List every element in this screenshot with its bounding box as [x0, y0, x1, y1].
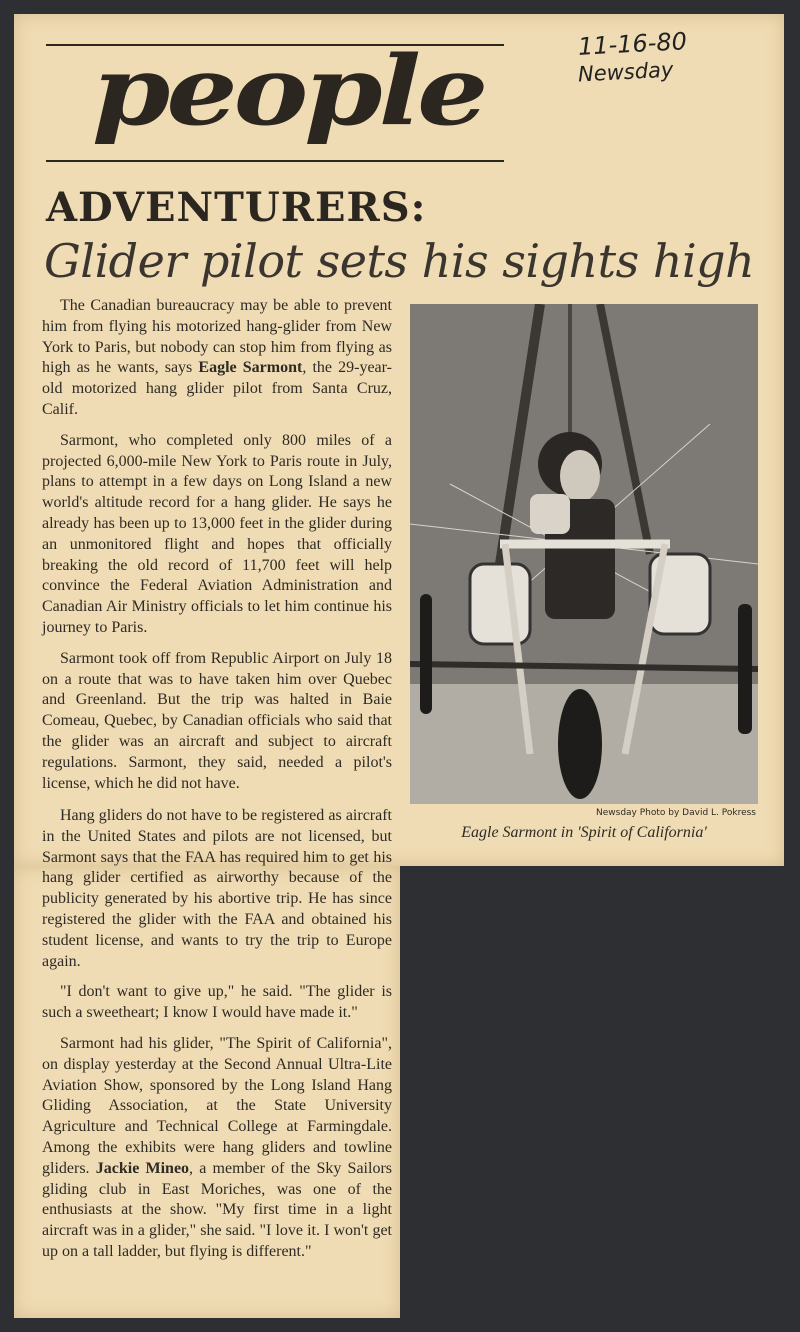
article-kicker: ADVENTURERS:	[46, 184, 427, 231]
article-paragraph: The Canadian bureaucracy may be able to prevent him from flying his motorized hang-glider from New York to Paris, but nobody can stop him from flying as high as he wants, says Eagle Sarmont, the 29-year-old motorized hang glider pilot from Santa Cruz, Calif.	[42, 297, 392, 418]
article-paragraph: Sarmont took off from Republic Airport on July 18 on a route that was to have taken him over Quebec and Greenland. But the trip was halted in Baie Comeau, Quebec, by Canadian officials who said that the glider was an aircraft and subject to aircraft regulations. Sarmont, they said, needed a pilot's license, which he did not have.	[42, 649, 392, 792]
article-column-top	[42, 296, 392, 804]
section-masthead: people	[92, 35, 485, 147]
article-headline: Glider pilot sets his sights high	[44, 234, 755, 288]
photo-caption: Eagle Sarmont in 'Spirit of California'	[461, 824, 707, 841]
handwritten-source: Newsday	[577, 57, 674, 87]
article-paragraph: Sarmont had his glider, "The Spirit of California", on display yesterday at the Second Annual Ultra-Lite Aviation Show, sponsored by the Long Island Hang Gliding Association, at the State University Agriculture and Technical College at Farmingdale. Among the exhibits were hang gliders and towline gliders. Jackie Mineo, a member of the Sky Sailors gliding club in East Moriches, was one of the enthusiasts at the show. "My first time in a light aircraft was in a glider," she said. "I love it. I won't get up on a tall ladder, but flying is different."	[42, 1034, 392, 1260]
article-paragraph: Hang gliders do not have to be registered as aircraft in the United States and pilots are not licensed, but Sarmont says that the FAA has required him to get his hang glider certified as airworthy because of the publicity generated by his abortive trip. He has since registered the glider with the FAA and obtained his student license, and wants to try the trip to Europe again.	[42, 807, 392, 970]
photo-credit: Newsday Photo by David L. Pokress	[596, 808, 756, 818]
article-paragraph: Sarmont, who completed only 800 miles of a projected 6,000-mile New York to Paris route in July, plans to attempt in a few days on Long Island a new world's altitude record for a hang glider. He says he already has been up to 13,000 feet in the glider during an unmonitored flight and hopes that officially breaking the old record of 11,700 feet will help convince the Federal Aviation Administration and Canadian Air Ministry officials to let him continue his journey to Paris.	[42, 431, 392, 636]
article-paragraph: "I don't want to give up," he said. "The glider is such a sweetheart; I know I would have made it."	[42, 983, 392, 1022]
article-column-bottom	[42, 806, 392, 1273]
person-name: Eagle Sarmont	[198, 359, 303, 377]
news-photo	[410, 304, 758, 804]
handwritten-date: 11-16-80	[577, 27, 688, 61]
person-name: Jackie Mineo	[95, 1159, 190, 1177]
masthead-bottom-rule	[46, 160, 504, 162]
